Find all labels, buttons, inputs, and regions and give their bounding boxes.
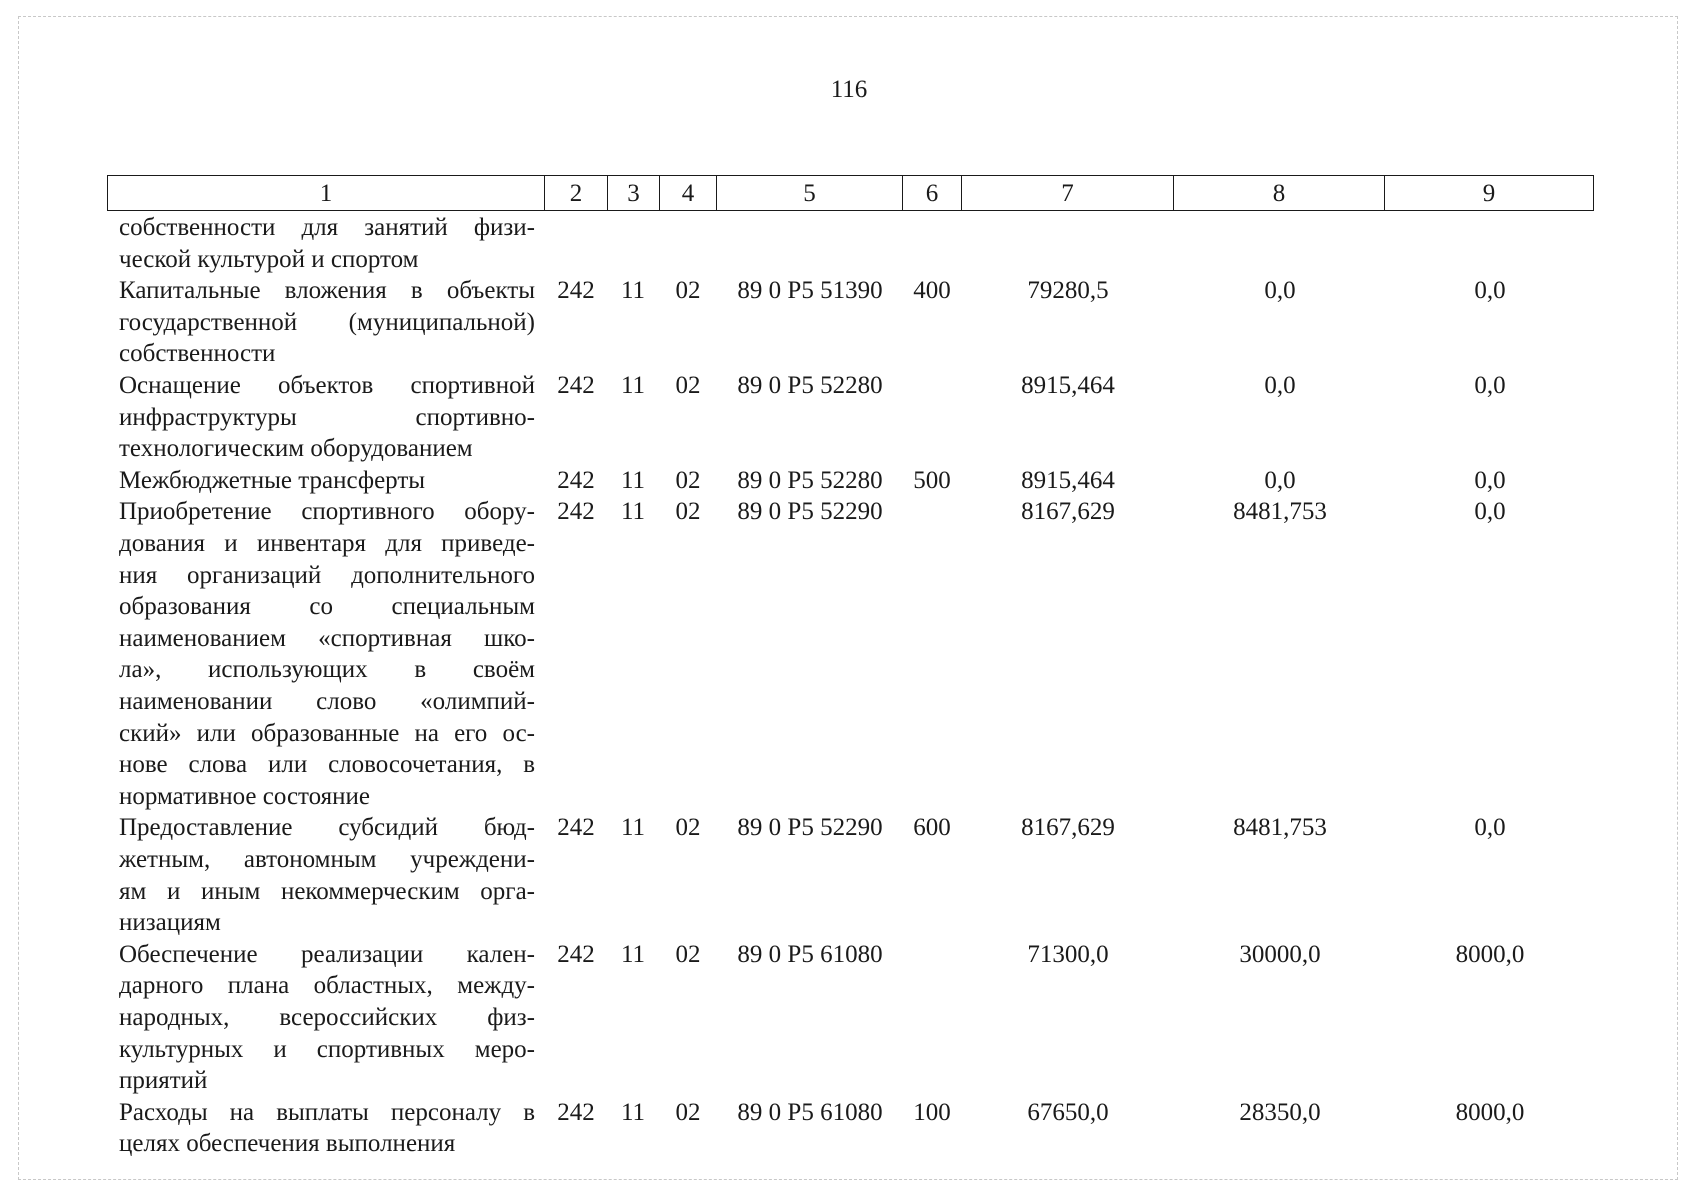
description-line: образования со специальным [119, 593, 535, 621]
column-header-table [107, 175, 1594, 211]
row-description [119, 212, 535, 275]
cell-target-article: 89 0 P5 61080 [737, 940, 883, 968]
cell-amount-year-3: 0,0 [1474, 498, 1506, 526]
description-line: Капитальные вложения в объекты [119, 277, 535, 305]
cell-section: 11 [620, 277, 646, 305]
description-line: ям и иным некоммерческим орга- [119, 877, 535, 905]
cell-section: 11 [620, 466, 646, 494]
cell-amount-year-3: 0,0 [1474, 814, 1506, 842]
cell-subsection: 02 [675, 940, 701, 968]
cell-amount-year-1: 8915,464 [1021, 372, 1115, 399]
description-line: культурных и спортивных меро- [119, 1035, 535, 1063]
description-line: собственности [119, 340, 276, 368]
cell-target-article: 89 0 P5 51390 [737, 277, 883, 305]
description-line: Приобретение спортивного обору- [119, 498, 535, 526]
cell-section: 11 [620, 814, 646, 842]
description-line: ла», использующих в своём [119, 656, 535, 684]
column-header-7: 7 [962, 176, 1174, 211]
cell-amount-year-1: 71300,0 [1027, 940, 1109, 968]
cell-subsection: 02 [675, 466, 701, 494]
description-line: народных, всероссийских физ- [119, 1003, 535, 1031]
description-line: дования и инвентаря для приведе- [119, 529, 535, 557]
cell-section: 11 [620, 498, 646, 526]
cell-expense-type: 100 [913, 1098, 951, 1126]
cell-amount-year-1: 67650,0 [1027, 1098, 1109, 1126]
cell-amount-year-3: 8000,0 [1455, 1098, 1525, 1126]
column-header-3: 3 [608, 176, 660, 211]
description-line: нове слова или словосочетания, в [119, 751, 535, 779]
column-header-4: 4 [660, 176, 717, 211]
description-line: Межбюджетные трансферты [119, 466, 426, 494]
column-header-5: 5 [717, 176, 903, 211]
description-line: Расходы на выплаты персоналу в [119, 1098, 535, 1126]
description-line: целях обеспечения выполнения [119, 1130, 456, 1158]
description-line: приятий [119, 1067, 208, 1095]
description-line: ния организаций дополнительного [119, 561, 535, 589]
cell-amount-year-2: 8481,753 [1233, 814, 1327, 842]
cell-target-article: 89 0 P5 52280 [737, 466, 883, 494]
row-description [119, 939, 535, 1097]
cell-target-article: 89 0 P5 61080 [737, 1098, 883, 1126]
description-line: наименовании слово «олимпий- [119, 687, 535, 715]
table-row [0, 370, 1698, 465]
description-line: государственной (муниципальной) [119, 308, 535, 336]
cell-section: 11 [620, 372, 646, 399]
description-line: жетным, автономным учреждени- [119, 845, 535, 873]
cell-amount-year-2: 0,0 [1264, 277, 1296, 305]
description-line: технологическим оборудованием [119, 435, 473, 463]
row-description [119, 275, 535, 370]
cell-subsection: 02 [675, 498, 701, 526]
table-row [0, 1097, 1698, 1160]
cell-amount-year-1: 8167,629 [1021, 498, 1115, 526]
cell-budget-code: 242 [557, 277, 595, 305]
row-description [119, 465, 535, 497]
column-header-8: 8 [1174, 176, 1385, 211]
cell-budget-code: 242 [557, 814, 595, 842]
cell-amount-year-1: 8915,464 [1021, 466, 1115, 494]
cell-amount-year-1: 79280,5 [1027, 277, 1109, 305]
cell-target-article: 89 0 P5 52290 [737, 498, 883, 526]
description-line: Предоставление субсидий бюд- [119, 814, 535, 842]
row-description [119, 812, 535, 938]
description-line: низациям [119, 909, 221, 937]
cell-budget-code: 242 [557, 940, 595, 968]
cell-amount-year-2: 8481,753 [1233, 498, 1327, 526]
description-line: Оснащение объектов спортивной [119, 372, 535, 399]
table-row [0, 939, 1698, 1097]
cell-amount-year-2: 0,0 [1264, 466, 1296, 494]
cell-subsection: 02 [675, 814, 701, 842]
description-line: нормативное состояние [119, 782, 371, 810]
description-line: дарного плана областных, между- [119, 972, 535, 1000]
cell-expense-type: 600 [913, 814, 951, 842]
description-line: ческой культурой и спортом [119, 245, 419, 273]
column-header-1: 1 [108, 176, 545, 211]
cell-target-article: 89 0 P5 52290 [737, 814, 883, 842]
table-row [0, 465, 1698, 497]
cell-subsection: 02 [675, 1098, 701, 1126]
cell-amount-year-2: 0,0 [1264, 372, 1296, 399]
cell-expense-type: 500 [913, 466, 951, 494]
cell-section: 11 [620, 940, 646, 968]
cell-amount-year-3: 8000,0 [1455, 940, 1525, 968]
row-description [119, 496, 535, 812]
cell-amount-year-3: 0,0 [1474, 466, 1506, 494]
table-row [0, 496, 1698, 812]
row-description [119, 1097, 535, 1160]
column-header-6: 6 [903, 176, 962, 211]
cell-expense-type: 400 [913, 277, 951, 305]
cell-budget-code: 242 [557, 372, 595, 399]
cell-subsection: 02 [675, 277, 701, 305]
cell-amount-year-2: 30000,0 [1239, 940, 1321, 968]
description-line: собственности для занятий физи- [119, 214, 535, 241]
cell-target-article: 89 0 P5 52280 [737, 372, 883, 399]
cell-section: 11 [620, 1098, 646, 1126]
table-row [0, 275, 1698, 370]
description-line: Обеспечение реализации кален- [119, 940, 535, 968]
cell-subsection: 02 [675, 372, 701, 399]
cell-budget-code: 242 [557, 1098, 595, 1126]
cell-budget-code: 242 [557, 466, 595, 494]
description-line: наименованием «спортивная шко- [119, 624, 535, 652]
cell-amount-year-3: 0,0 [1474, 277, 1506, 305]
cell-amount-year-1: 8167,629 [1021, 814, 1115, 842]
column-header-row [108, 176, 1594, 211]
description-line: инфраструктуры спортивно- [119, 403, 535, 431]
row-description [119, 370, 535, 465]
page-number: 116 [830, 76, 868, 103]
cell-amount-year-2: 28350,0 [1239, 1098, 1321, 1126]
cell-amount-year-3: 0,0 [1474, 372, 1506, 399]
table-row [0, 812, 1698, 938]
column-header-9: 9 [1385, 176, 1594, 211]
column-header-2: 2 [545, 176, 608, 211]
description-line: ский» или образованные на его ос- [119, 719, 535, 747]
cell-budget-code: 242 [557, 498, 595, 526]
table-row [0, 212, 1698, 275]
